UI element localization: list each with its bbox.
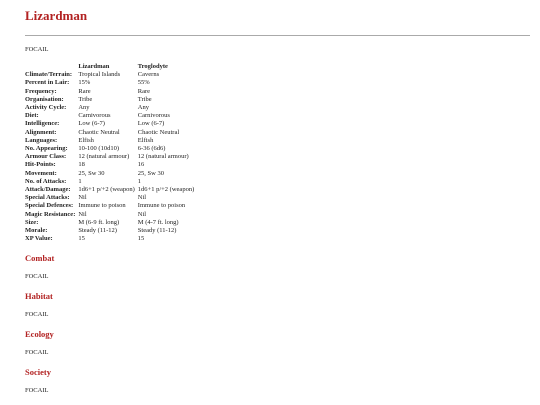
section-paragraph: FOCAIL: [25, 311, 49, 319]
troglodyte-value: Any: [137, 104, 149, 112]
section-heading: Habitat: [25, 291, 53, 302]
section-heading: Society: [25, 367, 51, 378]
troglodyte-value: 55%: [137, 79, 150, 87]
troglodyte-value: Immune to poison: [137, 202, 186, 210]
lizardman-value: Immune to poison: [78, 202, 126, 210]
stat-label: Morale:: [25, 227, 48, 235]
lizardman-value: 15%: [78, 79, 91, 87]
stat-label: Languages:: [25, 136, 58, 144]
stat-label: No. Appearing:: [25, 145, 68, 153]
troglodyte-value: 15: [137, 235, 145, 243]
table-row: [25, 145, 196, 153]
stat-label: Frequency:: [25, 87, 57, 95]
stat-label: No. of Attacks:: [25, 177, 67, 185]
title-divider: [25, 35, 530, 36]
lizardman-value: Low (6-7): [78, 120, 105, 128]
troglodyte-value: Tribe: [137, 95, 152, 103]
lizardman-value: Chaotic Neutral: [78, 128, 120, 136]
section-habitat: [25, 291, 532, 319]
table-row: [25, 79, 196, 87]
lizardman-value: 10-100 (10d10): [78, 145, 119, 153]
stats-header-row: [25, 63, 196, 71]
table-row: [25, 211, 196, 219]
troglodyte-value: 6-36 (6d6): [137, 145, 166, 153]
section-paragraph: FOCAIL: [25, 349, 49, 357]
stat-label: Organisation:: [25, 95, 64, 103]
section-combat: [25, 253, 532, 281]
stat-label: Armour Class:: [25, 153, 67, 161]
stat-label: Special Defences:: [25, 202, 74, 210]
table-row: [25, 104, 196, 112]
lizardman-value: M (6-9 ft. long): [78, 218, 120, 226]
table-row: [25, 227, 196, 235]
troglodyte-value: 25, Sw 30: [137, 169, 164, 177]
lizardman-value: Carnivorous: [78, 112, 111, 120]
table-row: [25, 88, 196, 96]
section-ecology: [25, 329, 532, 357]
table-row: [25, 186, 196, 194]
table-row: [25, 129, 196, 137]
stat-label: Hit-Points:: [25, 161, 56, 169]
table-row: [25, 219, 196, 227]
table-row: [25, 235, 196, 243]
troglodyte-value: Rare: [137, 87, 151, 95]
troglodyte-value: 1d6+1 p/+2 (weapon): [137, 186, 195, 194]
lizardman-value: 25, Sw 30: [78, 169, 105, 177]
table-row: [25, 170, 196, 178]
intro-paragraph: FOCAIL: [25, 46, 49, 53]
lizardman-value: Tropical Islands: [78, 71, 121, 79]
section-heading: Combat: [25, 253, 55, 264]
section-heading: Ecology: [25, 329, 54, 340]
stat-label: XP Value:: [25, 235, 53, 243]
stat-label: Intelligence:: [25, 120, 60, 128]
table-row: [25, 194, 196, 202]
stat-label: Attack/Damage:: [25, 186, 71, 194]
lizardman-value: 15: [78, 235, 85, 243]
stats-header-troglodyte: Troglodyte: [137, 63, 168, 70]
stat-label: Movement:: [25, 169, 57, 177]
lizardman-value: Any: [78, 104, 90, 112]
troglodyte-value: Low (6-7): [137, 120, 165, 128]
troglodyte-value: Chaotic Neutral: [137, 128, 180, 136]
troglodyte-value: Nil: [137, 194, 147, 202]
table-row: [25, 137, 196, 145]
troglodyte-value: Elfish: [137, 136, 154, 144]
lizardman-value: Nil: [78, 194, 87, 202]
stats-table: [25, 63, 196, 243]
lizardman-value: Rare: [78, 87, 91, 95]
lizardman-value: Nil: [78, 210, 87, 218]
stats-header-lizardman: Lizardman: [78, 63, 110, 70]
stat-label: Special Attacks:: [25, 194, 70, 202]
lizardman-value: 18: [78, 161, 85, 169]
lizardman-value: Steady (11-12): [78, 227, 117, 235]
troglodyte-value: 1: [137, 177, 142, 185]
stat-label: Alignment:: [25, 128, 57, 136]
section-paragraph: FOCAIL: [25, 387, 49, 395]
stat-label: Climate/Terrain:: [25, 71, 73, 79]
table-row: [25, 178, 196, 186]
stat-label: Size:: [25, 218, 39, 226]
troglodyte-value: M (4-7 ft. long): [137, 218, 179, 226]
table-row: [25, 96, 196, 104]
lizardman-value: 1d6+1 p/+2 (weapon): [78, 186, 135, 194]
lizardman-value: 12 (natural armour): [78, 153, 130, 161]
table-row: [25, 71, 196, 79]
section-paragraph: FOCAIL: [25, 273, 49, 281]
sections-container: [25, 253, 532, 395]
table-row: [25, 120, 196, 128]
stat-label: Diet:: [25, 112, 39, 120]
lizardman-value: Elfish: [78, 136, 94, 144]
page-title: Lizardman: [25, 8, 88, 23]
table-row: [25, 153, 196, 161]
troglodyte-value: Nil: [137, 210, 147, 218]
stat-label: Magic Resistance:: [25, 210, 76, 218]
lizardman-value: Tribe: [78, 95, 93, 103]
stat-label: Activity Cycle:: [25, 104, 67, 112]
troglodyte-value: 12 (natural armour): [137, 153, 189, 161]
table-row: [25, 202, 196, 210]
table-row: [25, 112, 196, 120]
stats-header-label: [25, 63, 78, 71]
section-society: [25, 367, 532, 395]
lizardman-value: 1: [78, 177, 82, 185]
troglodyte-value: Caverns: [137, 71, 160, 79]
troglodyte-value: Carnivorous: [137, 112, 170, 120]
troglodyte-value: 16: [137, 161, 145, 169]
stat-label: Percent in Lair:: [25, 79, 70, 87]
troglodyte-value: Steady (11-12): [137, 227, 177, 235]
table-row: [25, 161, 196, 169]
